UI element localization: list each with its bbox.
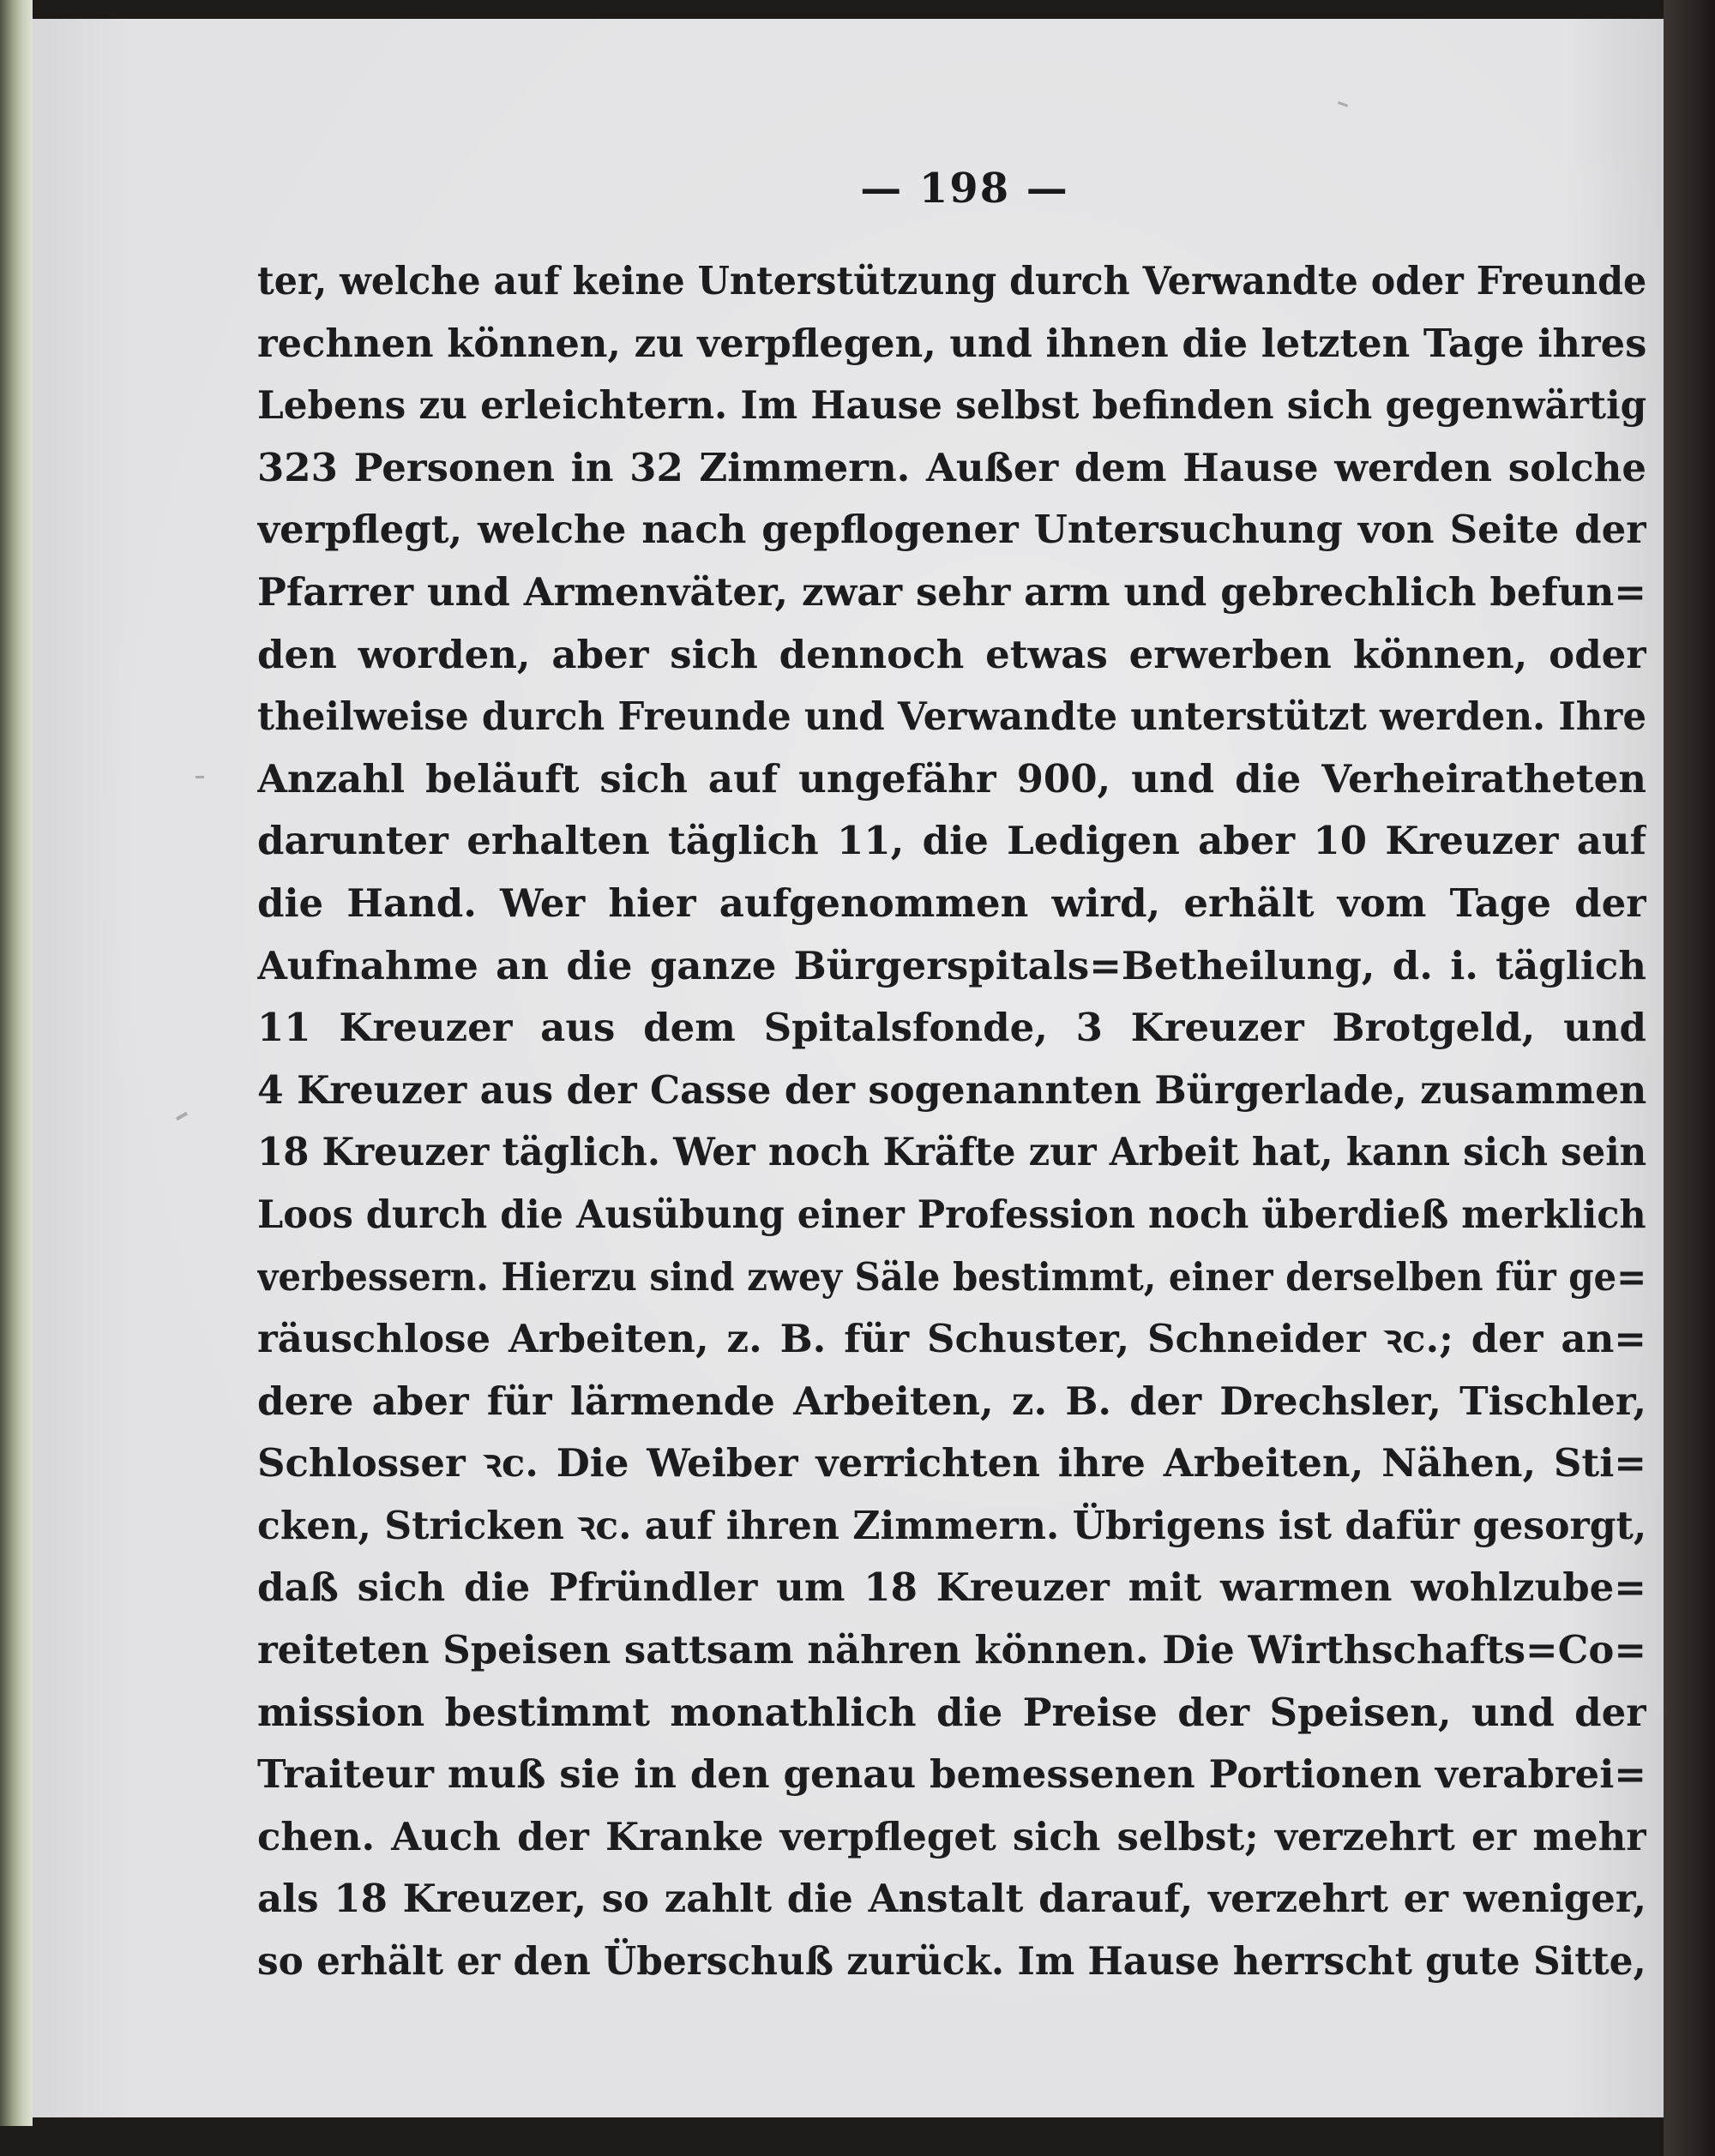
text-line: verbessern. Hierzu sind zwey Säle bestimmt, einer derselben für ge= [257, 1253, 1647, 1300]
text-line: daß sich die Pfründler um 18 Kreuzer mit warmen wohlzube= [257, 1564, 1646, 1611]
text-line: räuschlose Arbeiten, z. B. für Schuster, Schneider ꝛc.; der an= [257, 1316, 1646, 1362]
body-text [257, 250, 1646, 1993]
text-line: Pfarrer und Armenväter, zwar sehr arm und gebrechlich befun= [257, 568, 1646, 615]
text-line: die Hand. Wer hier aufgenommen wird, erhält vom Tage der [257, 880, 1646, 926]
text-line: 18 Kreuzer täglich. Wer noch Kräfte zur Arbeit hat, kann sich sein [257, 1129, 1647, 1175]
text-line: Schlosser ꝛc. Die Weiber verrichten ihre Arbeiten, Nähen, Sti= [257, 1440, 1646, 1486]
text-line: chen. Auch der Kranke verpfleget sich selbst; verzehrt er mehr [257, 1813, 1646, 1859]
text-line: reiteten Speisen sattsam nähren können. Die Wirthschafts=Co= [257, 1627, 1647, 1673]
text-line: Lebens zu erleichtern. Im Hause selbst befinden sich gegenwärtig [257, 382, 1646, 429]
text-line: theilweise durch Freunde und Verwandte unterstützt werden. Ihre [257, 694, 1646, 740]
text-line: ter, welche auf keine Unterstützung durch Verwandte oder Freunde [257, 258, 1647, 303]
text-line: verpflegt, welche nach gepflogener Untersuchung von Seite der [257, 507, 1646, 553]
text-line: rechnen können, zu verpflegen, und ihnen die letzten Tage ihres [257, 320, 1647, 366]
text-line: als 18 Kreuzer, so zahlt die Anstalt darauf, verzehrt er weniger, [257, 1876, 1646, 1922]
text-line: dere aber für lärmende Arbeiten, z. B. der Drechsler, Tischler, [257, 1378, 1646, 1424]
page-number: — 198 — [860, 165, 1069, 213]
paper-mark [196, 776, 204, 778]
book-page-edge-right [1664, 0, 1715, 2156]
book-page-edge-left [0, 0, 33, 2126]
text-line: so erhält er den Überschuß zurück. Im Hause herrscht gute Sitte, [257, 1938, 1646, 1985]
text-line: darunter erhalten täglich 11, die Ledigen aber 10 Kreuzer auf [257, 818, 1646, 864]
text-line: 11 Kreuzer aus dem Spitalsfonde, 3 Kreuzer Brotgeld, und [257, 1005, 1646, 1051]
text-line: Loos durch die Ausübung einer Profession noch überdieß merklich [257, 1191, 1646, 1237]
text-line: den worden, aber sich dennoch etwas erwerben können, oder [257, 631, 1646, 677]
text-line: Aufnahme an die ganze Bürgerspitals=Betheilung, d. i. täglich [257, 942, 1646, 988]
text-line: Anzahl beläuft sich auf ungefähr 900, und die Verheiratheten [257, 755, 1646, 802]
text-line: 4 Kreuzer aus der Casse der sogenannten Bürgerlade, zusammen [257, 1066, 1646, 1113]
text-line: Traiteur muß sie in den genau bemessenen Portionen verabrei= [257, 1751, 1646, 1798]
text-line: mission bestimmt monathlich die Preise der Speisen, und der [257, 1689, 1646, 1735]
text-line: 323 Personen in 32 Zimmern. Außer dem Hause werden solche [257, 444, 1646, 490]
text-line: cken, Stricken ꝛc. auf ihren Zimmern. Übrigens ist dafür gesorgt, [257, 1502, 1646, 1548]
book-page-bottom-shadow [33, 2117, 1664, 2156]
